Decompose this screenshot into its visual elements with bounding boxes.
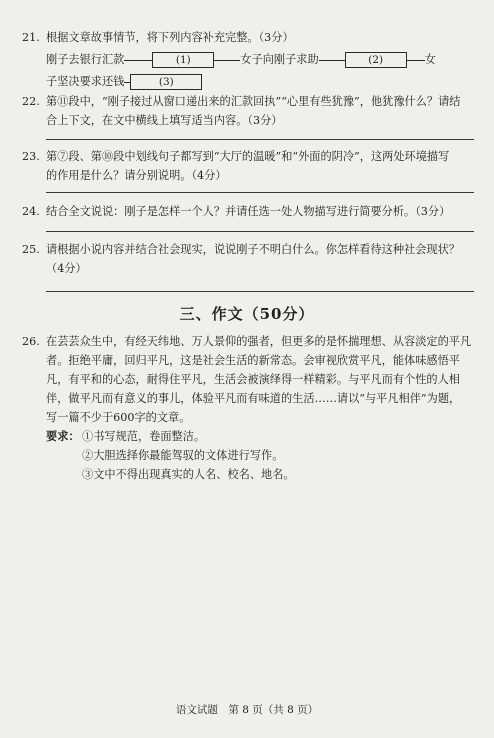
- answer-line[interactable]: [46, 192, 474, 193]
- plot-step-text: 女: [424, 53, 436, 66]
- question-22: [22, 92, 474, 130]
- answer-box-2[interactable]: (2): [345, 52, 407, 68]
- question-number: 25.: [22, 243, 40, 256]
- requirement-item: ②大胆选择你最能驾驭的文体进行写作。: [82, 449, 284, 462]
- plot-flow-row: [46, 72, 474, 91]
- question-24: [22, 202, 474, 221]
- question-21: [22, 28, 474, 91]
- question-25: [22, 240, 474, 278]
- prompt-text: 在芸芸众生中，有经天纬地、万人景仰的强者，但更多的是怀揣理想、从容淡定的平凡: [46, 335, 472, 348]
- question-text: 结合全文说说：刚子是怎样一个人？并请任选一处人物描写进行简要分析。（3分）: [46, 205, 451, 218]
- requirement-item: ①书写规范，卷面整洁。: [82, 430, 206, 443]
- question-text: 的作用是什么？请分别说明。（4分）: [46, 169, 227, 182]
- question-number: 26.: [22, 335, 40, 348]
- answer-box-1[interactable]: (1): [152, 52, 214, 68]
- plot-flow-row: [46, 50, 474, 69]
- prompt-text: 凡，有平和的心态，耐得住平凡，生活会被演绎得一样精彩。与平凡而有个性的人相: [46, 373, 460, 386]
- question-number: 23.: [22, 150, 40, 163]
- question-23: [22, 147, 474, 185]
- question-26: [22, 332, 474, 427]
- requirement-item: ③文中不得出现真实的人名、校名、地名。: [82, 468, 295, 481]
- plot-step-text: 女子向刚子求助: [240, 53, 319, 66]
- answer-line[interactable]: [46, 291, 474, 292]
- question-text: 第⑪段中，“刚子接过从窗口递出来的汇款回执”“心里有些犹豫”，他犹豫什么？请结: [46, 95, 461, 108]
- plot-step-text: 子坚决要求还钱: [46, 75, 125, 88]
- answer-line[interactable]: [46, 231, 474, 232]
- question-text: 根据文章故事情节，将下列内容补充完整。（3分）: [46, 31, 294, 44]
- question-text: （4分）: [46, 262, 87, 275]
- question-text: 第⑦段、第⑩段中划线句子都写到“大厅的温暖”和“外面的阴冷”，这两处环境描写: [46, 150, 450, 163]
- section-title: 三、作文（50分）: [179, 305, 315, 323]
- question-number: 21.: [22, 31, 40, 44]
- prompt-text: 写一篇不少于600字的文章。: [46, 411, 191, 424]
- question-text: 请根据小说内容并结合社会现实，说说刚子不明白什么。你怎样看待这种社会现状？: [46, 243, 460, 256]
- requirements-label: 要求：: [46, 429, 80, 443]
- answer-line[interactable]: [46, 139, 474, 140]
- question-number: 22.: [22, 95, 40, 108]
- question-number: 24.: [22, 205, 40, 218]
- prompt-text: 者。拒绝平庸，回归平凡，这是社会生活的新常态。会审视欣赏平凡，能体味感悟平: [46, 354, 460, 367]
- answer-box-3[interactable]: (3): [130, 74, 202, 90]
- question-text: 合上下文，在文中横线上填写适当内容。（3分）: [46, 114, 283, 127]
- page-footer: 语文试题 第 8 页（共 8 页）: [175, 704, 319, 716]
- prompt-text: 伴，做平凡而有意义的事儿，体验平凡而有味道的生活……请以“与平凡相伴”为题，: [46, 392, 461, 405]
- plot-step-text: 刚子去银行汇款: [46, 53, 125, 66]
